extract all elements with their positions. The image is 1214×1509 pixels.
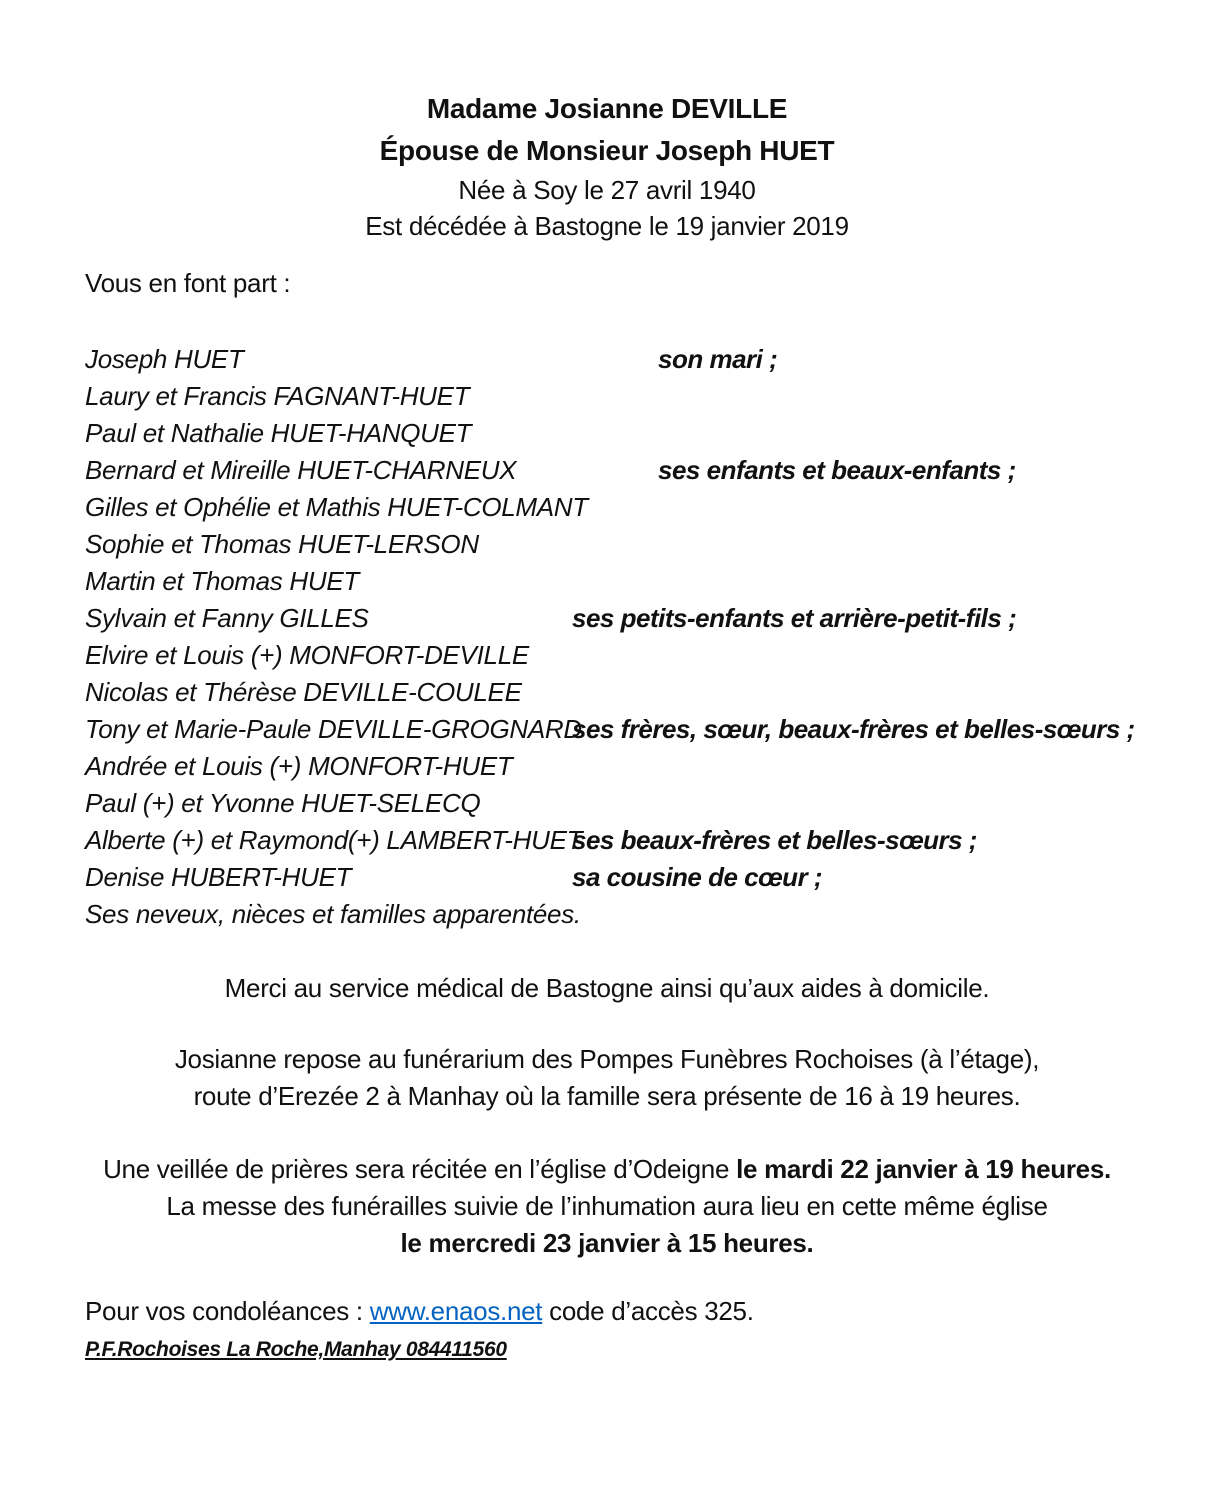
- condolences-suffix: code d’accès 325.: [542, 1296, 754, 1326]
- family-member-name: Sophie et Thomas HUET-LERSON: [85, 529, 479, 559]
- family-member-name: Tony et Marie-Paule DEVILLE-GROGNARD: [85, 714, 582, 744]
- family-member-name: Laury et Francis FAGNANT-HUET: [85, 381, 470, 411]
- family-row: [85, 637, 1154, 674]
- birth-line: Née à Soy le 27 avril 1940: [458, 175, 756, 205]
- mass-line: La messe des funérailles suivie de l’inhumation aura lieu en cette même église: [166, 1191, 1048, 1221]
- family-row: [85, 896, 1154, 933]
- family-row: [85, 452, 1154, 489]
- header-block: [0, 88, 1214, 244]
- family-row: [85, 526, 1154, 563]
- enaos-link[interactable]: www.enaos.net: [369, 1296, 543, 1326]
- vigil-text: Une veillée de prières sera récitée en l’église d’Odeigne: [103, 1154, 737, 1184]
- ceremony-block: [0, 1151, 1214, 1262]
- relation-label: sa cousine de cœur ;: [572, 862, 823, 892]
- family-member-name: Alberte (+) et Raymond(+) LAMBERT-HUET: [85, 825, 583, 855]
- vigil-date: le mardi 22 janvier à 19 heures.: [736, 1154, 1111, 1184]
- family-member-name: Elvire et Louis (+) MONFORT-DEVILLE: [85, 640, 529, 670]
- family-row: [85, 674, 1154, 711]
- deceased-name: Madame Josianne DEVILLE: [426, 93, 788, 124]
- relation-label: ses frères, sœur, beaux-frères et belles-sœurs ;: [572, 714, 1135, 744]
- family-row: [85, 748, 1154, 785]
- announcement-intro: Vous en font part :: [85, 268, 291, 298]
- death-line: Est décédée à Bastogne le 19 janvier 2019: [365, 211, 849, 241]
- repose-line-1: Josianne repose au funérarium des Pompes Funèbres Rochoises (à l’étage),: [174, 1044, 1040, 1074]
- family-member-name: Andrée et Louis (+) MONFORT-HUET: [85, 751, 513, 781]
- relation-label: son mari ;: [658, 344, 778, 374]
- family-member-name: Sylvain et Fanny GILLES: [85, 603, 369, 633]
- family-row: [85, 822, 1154, 859]
- repose-line-2: route d’Erezée 2 à Manhay où la famille sera présente de 16 à 19 heures.: [193, 1081, 1021, 1111]
- vigil-line: [0, 1151, 1214, 1188]
- spouse-line: Épouse de Monsieur Joseph HUET: [379, 135, 835, 166]
- family-row: [85, 711, 1154, 748]
- family-row: [85, 600, 1154, 637]
- family-member-name: Denise HUBERT-HUET: [85, 862, 352, 892]
- condolences-prefix: Pour vos condoléances :: [85, 1296, 370, 1326]
- family-member-name: Paul et Nathalie HUET-HANQUET: [85, 418, 472, 448]
- acknowledgement-text: Merci au service médical de Bastogne ainsi qu’aux aides à domicile.: [224, 973, 990, 1003]
- family-member-name: Gilles et Ophélie et Mathis HUET-COLMANT: [85, 492, 588, 522]
- family-row: [85, 489, 1154, 526]
- condolences-line: [85, 1296, 754, 1327]
- family-member-name: Paul (+) et Yvonne HUET-SELECQ: [85, 788, 481, 818]
- relation-label: ses beaux-frères et belles-sœurs ;: [572, 825, 977, 855]
- mass-date: le mercredi 23 janvier à 15 heures.: [400, 1228, 814, 1258]
- family-member-name: Ses neveux, nièces et familles apparentées.: [85, 899, 581, 929]
- family-member-name: Joseph HUET: [85, 344, 244, 374]
- relation-label: ses petits-enfants et arrière-petit-fils ;: [572, 603, 1017, 633]
- family-row: [85, 378, 1154, 415]
- relation-label: ses enfants et beaux-enfants ;: [658, 455, 1016, 485]
- family-row: [85, 415, 1154, 452]
- funeral-home-footer: P.F.Rochoises La Roche,Manhay 084411560: [85, 1338, 507, 1361]
- family-row: [85, 785, 1154, 822]
- family-row: [85, 563, 1154, 600]
- family-row: [85, 341, 1154, 378]
- family-member-name: Nicolas et Thérèse DEVILLE-COULEE: [85, 677, 522, 707]
- family-list: [85, 341, 1154, 933]
- family-row: [85, 859, 1154, 896]
- family-member-name: Bernard et Mireille HUET-CHARNEUX: [85, 455, 517, 485]
- repose-block: [0, 1041, 1214, 1115]
- family-member-name: Martin et Thomas HUET: [85, 566, 359, 596]
